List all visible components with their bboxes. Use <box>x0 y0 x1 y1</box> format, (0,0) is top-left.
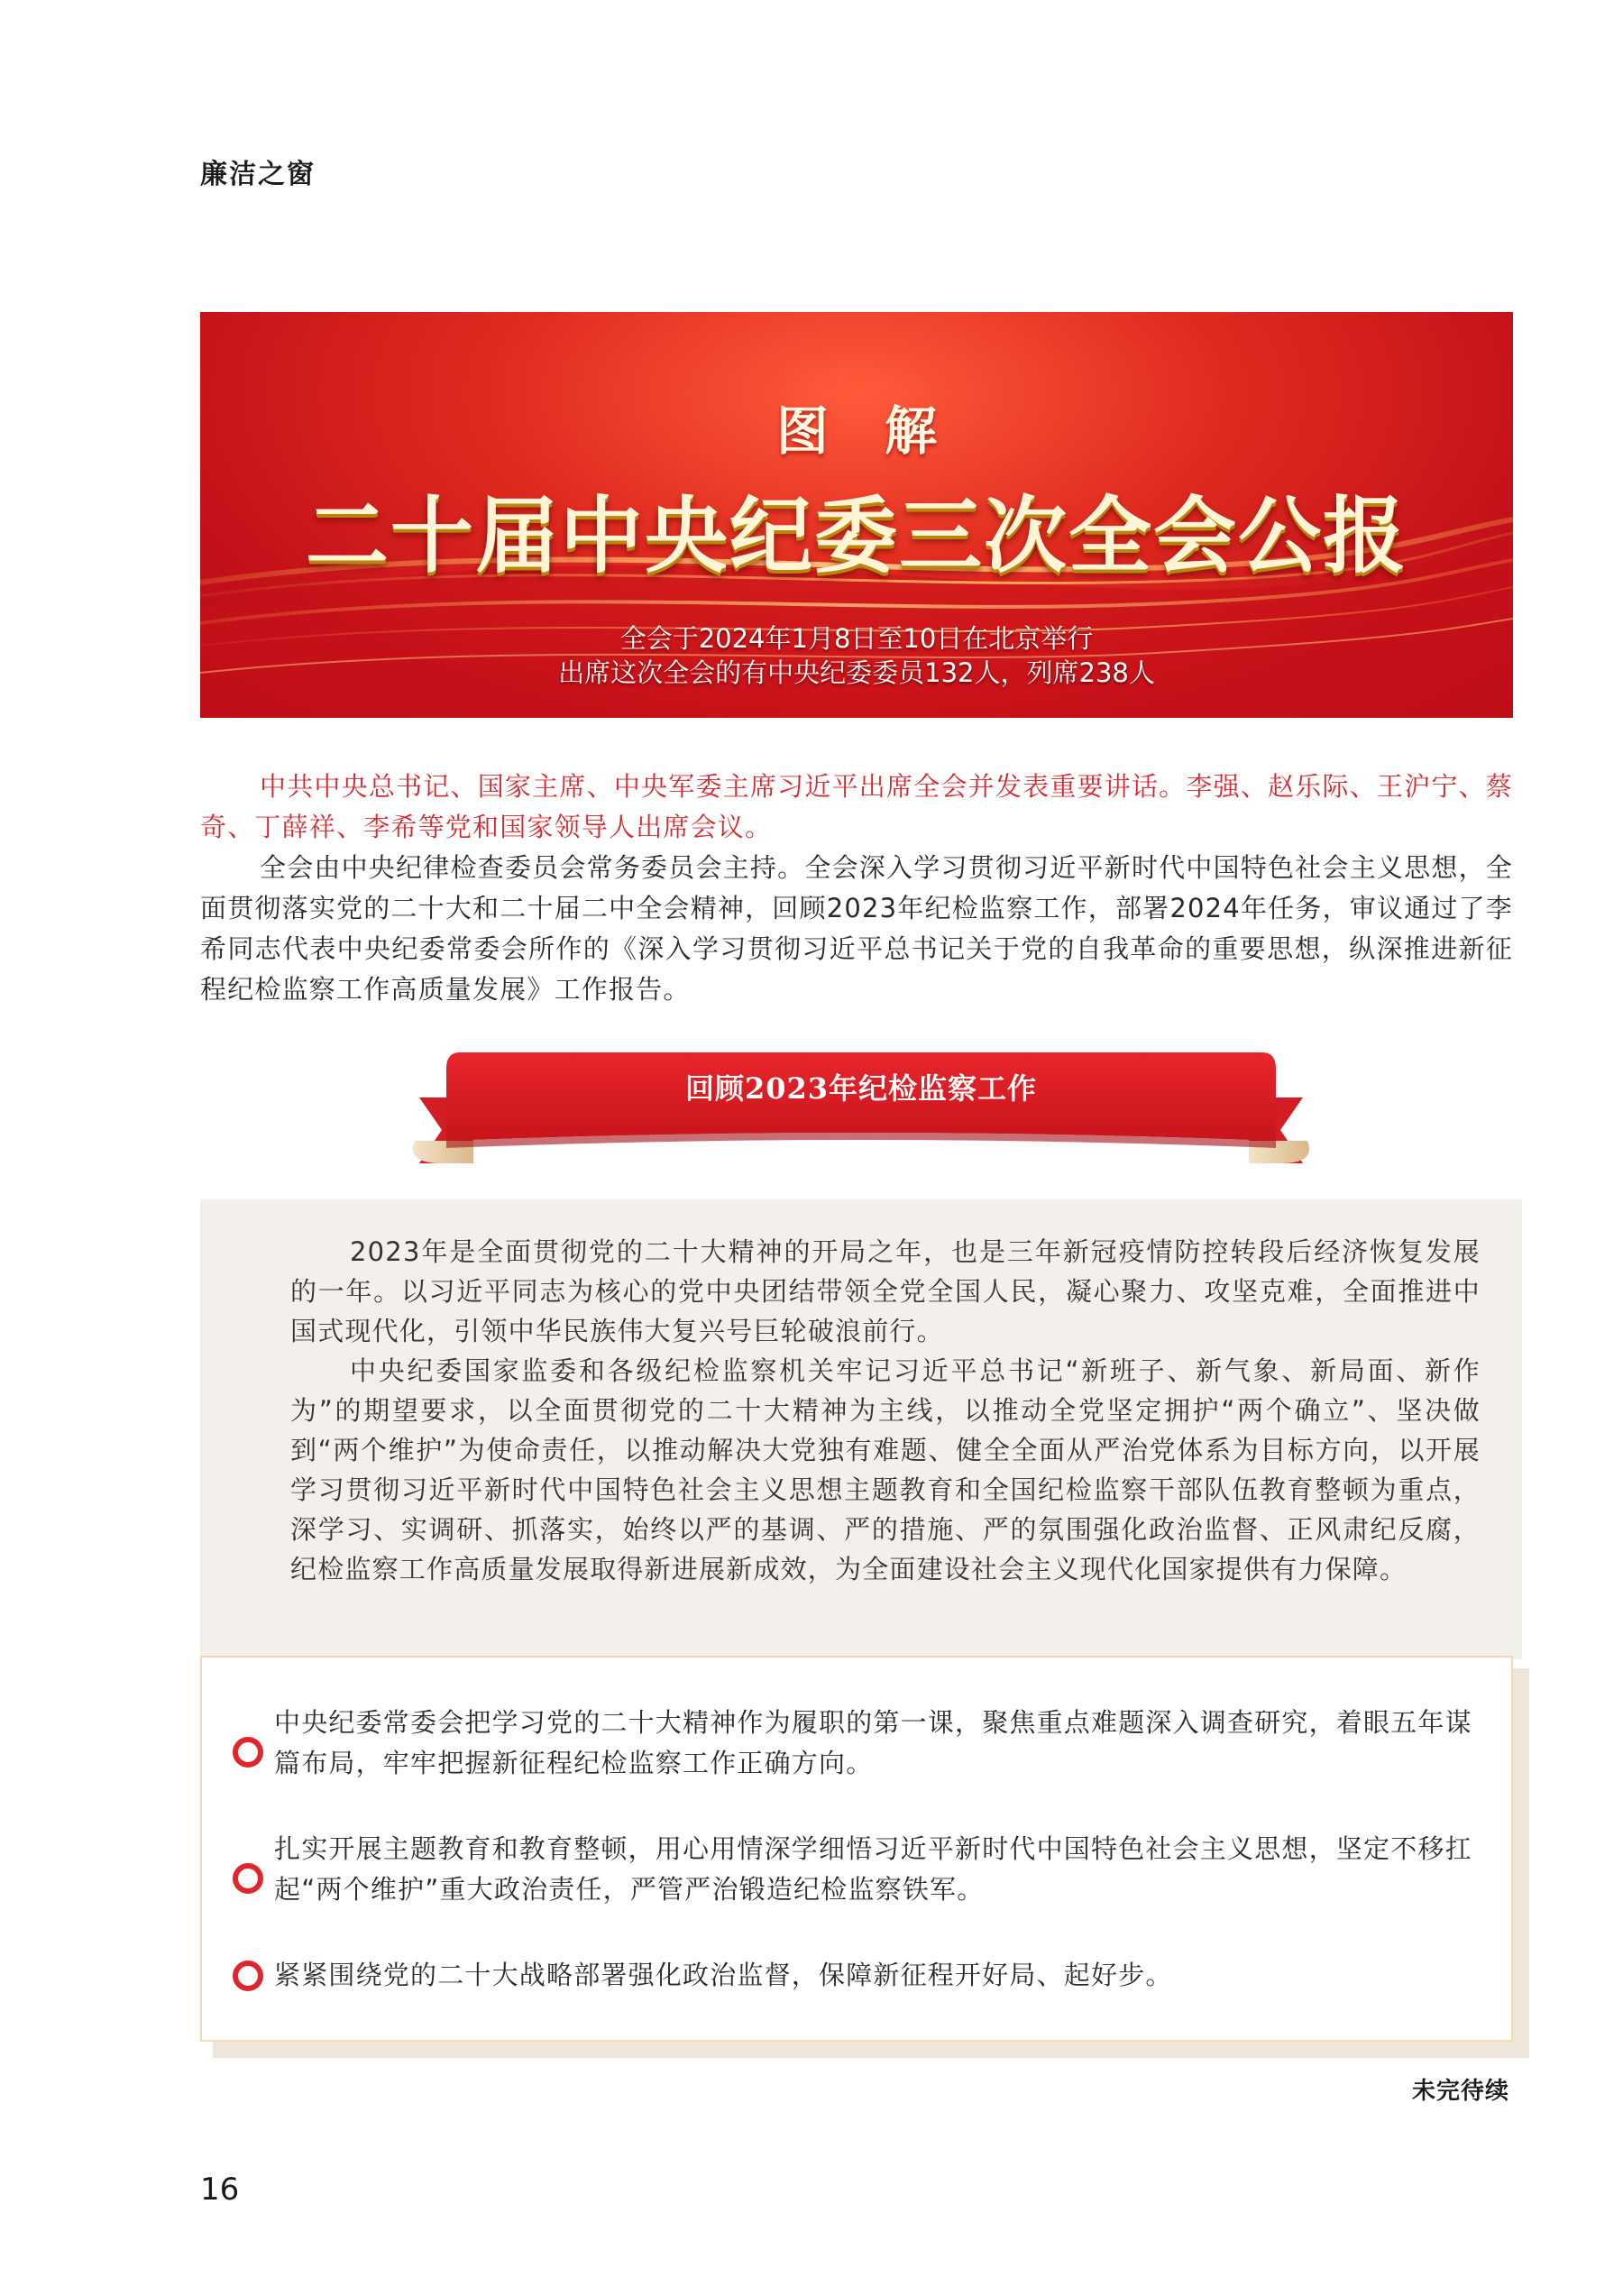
review-text <box>290 1232 1481 1589</box>
section-label: 廉洁之窗 <box>200 159 316 190</box>
section-ribbon <box>388 1042 1334 1181</box>
ribbon-heading: 回顾2023年纪检监察工作 <box>684 1071 1038 1106</box>
review-box <box>200 1199 1522 1659</box>
bullet-box <box>200 1656 1513 2042</box>
review-paragraph-1: 2023年是全面贯彻党的二十大精神的开局之年，也是三年新冠疫情防控转段后经济恢复发展的一年。以习近平同志为核心的党中央团结带领全党全国人民，凝心聚力、攻坚克难，全面推进中国式现代化，引领中华民族伟大复兴号巨轮破浪前行。 <box>290 1236 1481 1346</box>
bullet-ring-icon <box>233 1961 263 1991</box>
bullet-ring-icon <box>233 1863 263 1894</box>
bullet-item-3: 紧紧围绕党的二十大战略部署强化政治监督，保障新征程开好局、起好步。 <box>274 1960 1173 1990</box>
banner-title: 二十届中央纪委三次全会公报 <box>305 487 1408 584</box>
leaders-paragraph: 中共中央总书记、国家主席、中央军委主席习近平出席全会并发表重要讲话。李强、赵乐际、王沪宁、蔡奇、丁薛祥、李希等党和国家领导人出席会议。 <box>200 771 1513 842</box>
bullet-item-2: 扎实开展主题教育和教育整顿，用心用情深学细悟习近平新时代中国特色社会主义思想，坚定不移扛起“两个维护”重大政治责任，严管严治锻造纪检监察铁军。 <box>274 1833 1472 1905</box>
ribbon-shape <box>388 1042 1334 1181</box>
title-banner <box>200 312 1513 718</box>
banner-subtitle: 图解 <box>775 400 993 462</box>
review-paragraph-2: 中央纪委国家监委和各级纪检监察机关牢记习近平总书记“新班子、新气象、新局面、新作为”的期望要求，以全面贯彻党的二十大精神为主线，以推动全党坚定拥护“两个确立”、坚决做到“两个维护”为使命责任，以推动解决大党独有难题、健全全面从严治党体系为目标方向，以开展学习贯彻习近平新时代中国特色社会主义思想主题教育和全国纪检监察干部队伍教育整顿为重点，深学习、实调研、抓落实，始终以严的基调、严的措施、严的氛围强化政治监督、正风肃纪反腐，纪检监察工作高质量发展取得新进展新成效，为全面建设社会主义现代化国家提供有力保障。 <box>290 1355 1481 1584</box>
to-be-continued: 未完待续 <box>1411 2078 1509 2105</box>
page-number: 16 <box>200 2172 240 2208</box>
intro-paragraph: 全会由中央纪律检查委员会常务委员会主持。全会深入学习贯彻习近平新时代中国特色社会主义思想，全面贯彻落实党的二十大和二十届二中全会精神，回顾2023年纪检监察工作，部署2024年任务，审议通过了李希同志代表中央纪委常委会所作的《深入学习贯彻习近平总书记关于党的自我革命的重要思想，纵深推进新征程纪检监察工作高质量发展》工作报告。 <box>200 852 1513 1005</box>
banner-attendance: 出席这次全会的有中央纪委委员132人，列席238人 <box>558 657 1155 688</box>
bullet-ring-icon <box>233 1737 263 1768</box>
bullet-item-1: 中央纪委常委会把学习党的二十大精神作为履职的第一课，聚焦重点难题深入调查研究，着眼五年谋篇布局，牢牢把握新征程纪检监察工作正确方向。 <box>274 1707 1472 1778</box>
banner-meeting-date: 全会于2024年1月8日至10日在北京举行 <box>619 623 1094 654</box>
